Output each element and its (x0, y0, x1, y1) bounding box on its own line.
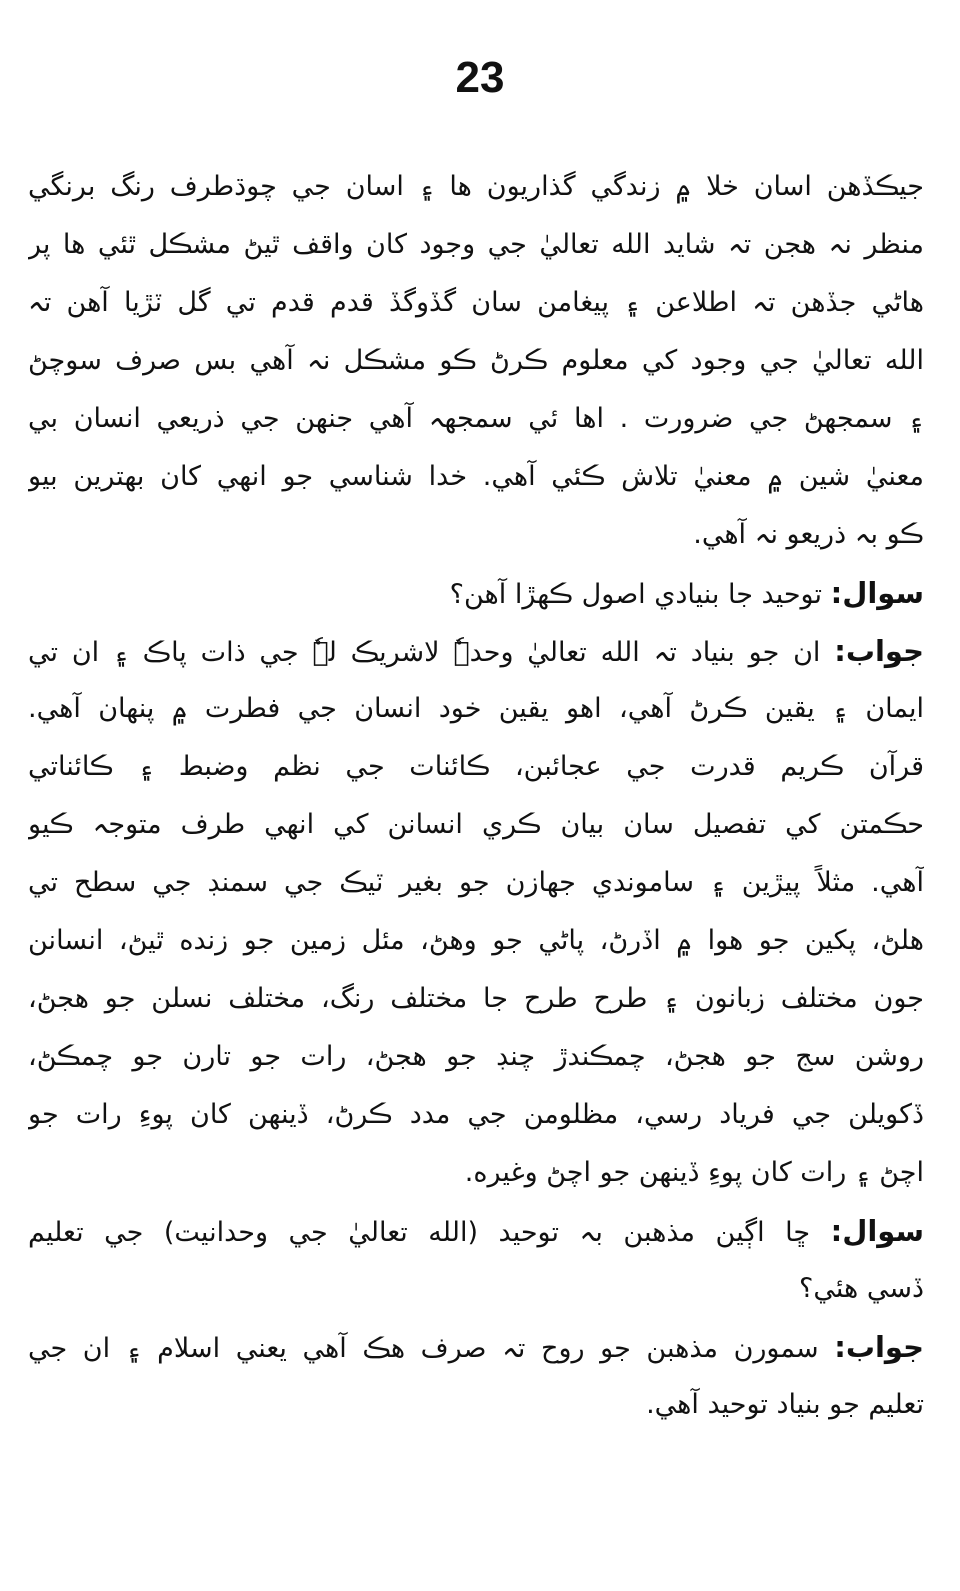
line-text: جون مختلف زبانون ۽ طرح طرح جا مختلف رنگ، مختلف نسلن جو هجڻ، (28, 983, 924, 1014)
question-answer-line (28, 564, 924, 622)
body-text-line (28, 1086, 924, 1144)
line-text: حڪمتن کي تفصيل سان بيان ڪري انسانن کي انهي طرف متوجہ ڪيو (28, 809, 924, 840)
body-text-line (28, 216, 924, 274)
line-text: جيڪڏهن اسان خلا ۾ زندگي گذاريون ها ۽ اسان جي چوڌطرف رنگ برنگي (28, 171, 924, 202)
line-text: ايمان ۽ يقين ڪرڻ آهي، اهو يقين خود انسان جي فطرت ۾ پنهان آهي. (28, 693, 924, 724)
line-text: اچڻ ۽ رات کان پوءِ ڏينهن جو اچڻ وغيره. (464, 1157, 924, 1188)
qa-label: سوال: (830, 1214, 924, 1248)
page-body (28, 158, 924, 1434)
line-text: ڪو بہ ذريعو نہ آهي. (693, 519, 924, 550)
page-number: 23 (455, 53, 505, 102)
body-text-line (28, 912, 924, 970)
body-text-line (28, 970, 924, 1028)
line-text: ۽ سمجهڻ جي ضرورت . اها ئي سمجهہ آهي جنهن جي ذريعي انسان بي (28, 403, 924, 434)
body-text-line (28, 1260, 924, 1318)
body-text-line (28, 506, 924, 564)
line-text: آهي. مثلاً پيڙين ۽ ساموندي جهازن جو بغير ٽيڪ جي سمنڊ جي سطح تي (28, 867, 924, 898)
line-text: هاڻي جڏهن تہ اطلاعن ۽ پيغامن سان گڏوگڏ قدم قدم تي گل ٽڙيا آهن تہ (28, 287, 924, 318)
qa-label: جواب: (834, 1330, 924, 1364)
body-text-line (28, 1028, 924, 1086)
body-text-line (28, 738, 924, 796)
line-text: الله تعاليٰ جي وجود کي معلوم ڪرڻ ڪو مشڪل نہ آهي بس صرف سوچڻ (28, 345, 924, 376)
line-text: تعليم جو بنياد توحيد آهي. (646, 1389, 924, 1420)
question-answer-line (28, 622, 924, 680)
line-text: روشن سج جو هجڻ، چمڪندڙ چنڊ جو هجڻ، رات جو تارن جو چمڪڻ، (28, 1041, 924, 1072)
body-text-line (28, 854, 924, 912)
question-answer-line (28, 1202, 924, 1260)
line-text: ان جو بنياد تہ الله تعاليٰ وحدہٗ لاشريڪ لہٗ جي ذات پاڪ ۽ ان تي (28, 637, 835, 668)
line-text: معنيٰ شين ۾ معنيٰ تلاش ڪئي آهي. خدا شناسي جو انهي کان بهترين بيو (28, 461, 924, 492)
line-text: ڏکويلن جي فرياد رسي، مظلومن جي مدد ڪرڻ، ڏينهن کان پوءِ رات جو (28, 1099, 924, 1130)
question-answer-line (28, 1318, 924, 1376)
qa-label: سوال: (830, 576, 924, 610)
line-text: هلڻ، پکين جو هوا ۾ اڏرڻ، پاڻي جو وهڻ، مئل زمين جو زنده ٿيڻ، انسانن (28, 925, 924, 956)
body-text-line (28, 390, 924, 448)
line-text: قرآن ڪريم قدرت جي عجائبن، ڪائنات جي نظم وضبط ۽ ڪائناتي (28, 751, 924, 782)
line-text: ڇا اڳين مذهبن بہ توحيد (الله تعاليٰ جي وحدانيت) جي تعليم (28, 1217, 831, 1248)
line-text: ڏسي هئي؟ (799, 1273, 924, 1304)
body-text-line (28, 274, 924, 332)
line-text: توحيد جا بنيادي اصول ڪهڙا آهن؟ (449, 579, 831, 610)
body-text-line (28, 332, 924, 390)
line-text: سمورن مذهبن جو روح تہ صرف هڪ آهي يعني اسلام ۽ ان جي (28, 1333, 835, 1364)
body-text-line (28, 1144, 924, 1202)
body-text-line (28, 158, 924, 216)
body-text-line (28, 448, 924, 506)
body-text-line (28, 796, 924, 854)
qa-label: جواب: (834, 634, 924, 668)
body-text-line (28, 1376, 924, 1434)
line-text: منظر نہ هجن تہ شايد الله تعاليٰ جي وجود کان واقف ٿيڻ مشڪل ٿئي ها پر (28, 229, 924, 260)
body-text-line (28, 680, 924, 738)
